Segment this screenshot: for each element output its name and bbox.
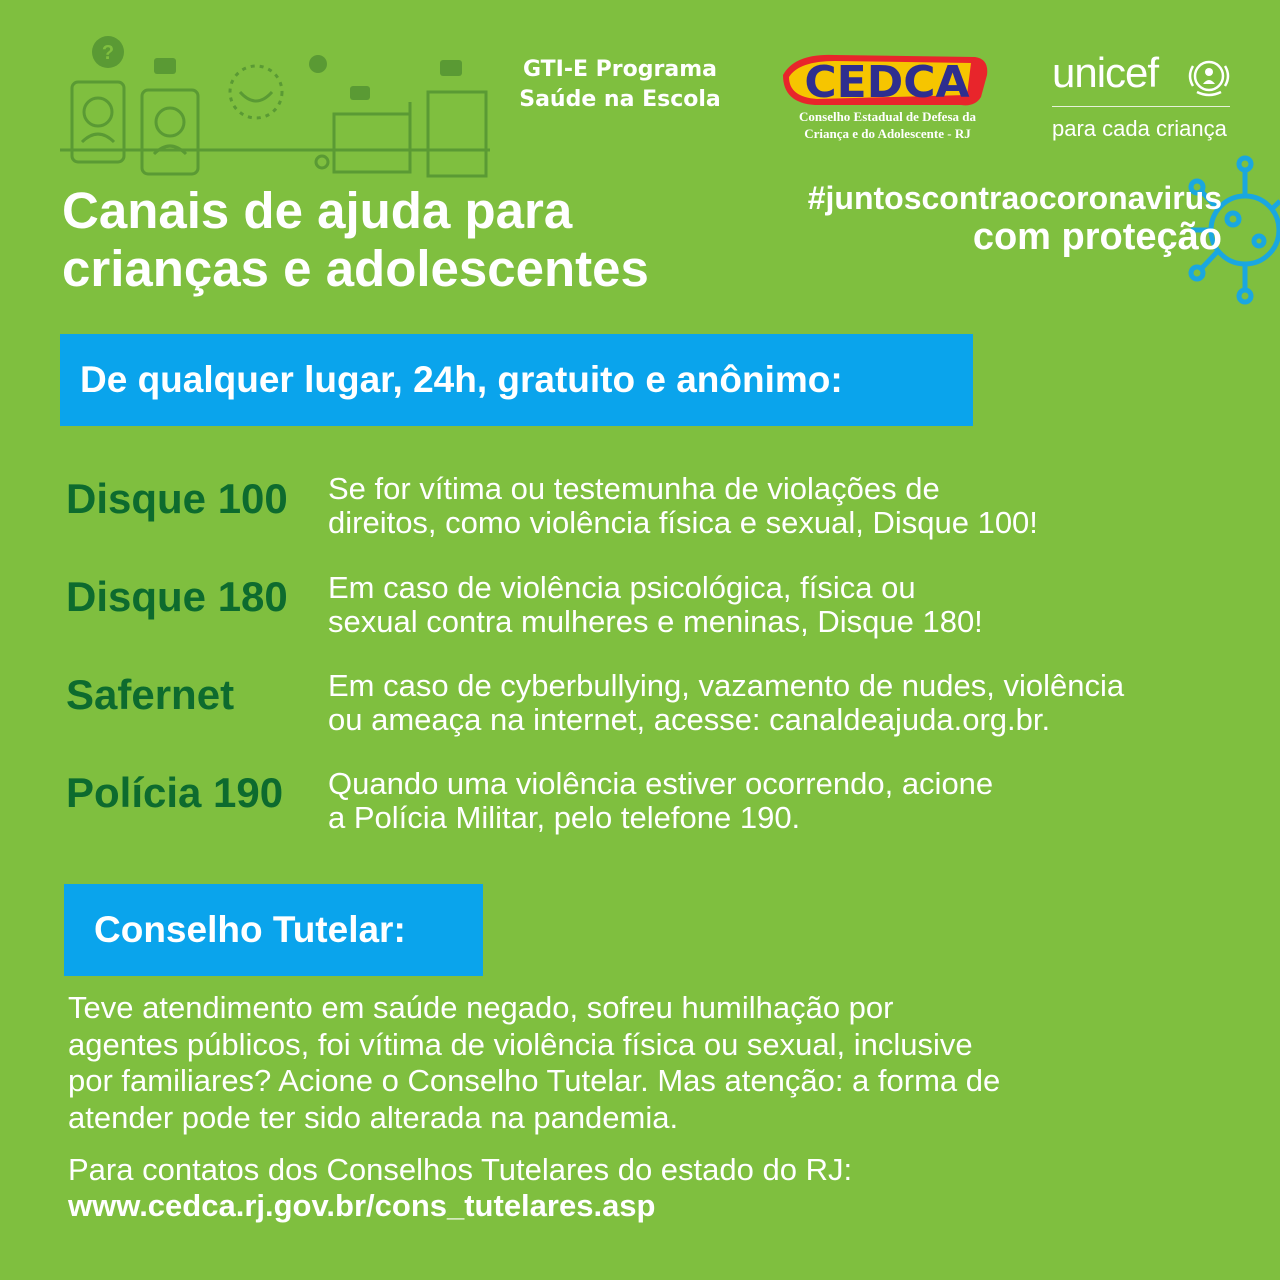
conselho-tutelar-description (68, 990, 1228, 1136)
gti-line-1: GTI-E Programa (523, 57, 717, 82)
svg-text:?: ? (101, 42, 115, 64)
gti-program-title (505, 55, 735, 115)
channel-desc-line: sexual contra mulheres e meninas, Disque 180! (328, 604, 983, 639)
cedca-sub-line-2: Criança e do Adolescente - RJ (804, 126, 971, 141)
unicef-wordmark: unicef (1052, 49, 1159, 96)
channel-desc-line: a Polícia Militar, pelo telefone 190. (328, 800, 801, 835)
conselhos-url-link[interactable]: www.cedca.rj.gov.br/cons_tutelares.asp (68, 1188, 656, 1223)
unicef-tagline: para cada criança (1052, 116, 1227, 141)
body-line: Teve atendimento em saúde negado, sofreu humilhação por (68, 990, 894, 1025)
title-line-1: Canais de ajuda para (62, 182, 573, 239)
channel-label-disque-180: Disque 180 (66, 573, 288, 620)
channel-desc-disque-100 (328, 472, 1228, 540)
unicef-divider (1052, 106, 1230, 107)
cedca-subtitle (765, 108, 1010, 142)
page-title (62, 182, 762, 298)
body-line: por familiares? Acione o Conselho Tutelar. Mas atenção: a forma de (68, 1063, 1001, 1098)
title-line-2: crianças e adolescentes (62, 240, 649, 297)
body-line: atender pode ter sido alterada na pandemia. (68, 1099, 679, 1135)
channel-desc-policia-190 (328, 767, 1228, 835)
illustration-icon (60, 30, 500, 180)
gti-line-2: Saúde na Escola (519, 87, 721, 112)
cedca-logo-text: CEDCA (804, 57, 970, 108)
channel-desc-disque-180 (328, 571, 1228, 639)
channel-label-disque-100: Disque 100 (66, 475, 288, 522)
channel-desc-line: Em caso de cyberbullying, vazamento de nudes, violência (328, 668, 1125, 703)
channel-desc-line: direitos, como violência física e sexual, Disque 100! (328, 505, 1038, 540)
cedca-sub-line-1: Conselho Estadual de Defesa da (799, 109, 976, 124)
campaign-hashtag: #juntoscontraocoronavirus (807, 180, 1222, 216)
channel-label-safernet: Safernet (66, 671, 235, 718)
channel-desc-line: Se for vítima ou testemunha de violações de (328, 471, 940, 506)
section-banner-conselho-tutelar: Conselho Tutelar: (64, 884, 483, 976)
unicef-globe-icon (1185, 52, 1233, 100)
channel-label-policia-190: Polícia 190 (66, 769, 284, 816)
channel-desc-line: Quando uma violência estiver ocorrendo, acione (328, 766, 994, 801)
channel-desc-line: Em caso de violência psicológica, física ou (328, 570, 916, 605)
channel-desc-line: ou ameaça na internet, acesse: canaldeajuda.org.br. (328, 702, 1051, 737)
campaign-subline: com proteção (972, 216, 1222, 258)
channel-desc-safernet (328, 669, 1228, 737)
contacts-text: Para contatos dos Conselhos Tutelares do estado do RJ: (68, 1152, 853, 1187)
section-banner-anonymous: De qualquer lugar, 24h, gratuito e anônimo: (60, 334, 973, 426)
body-line: agentes públicos, foi vítima de violência física ou sexual, inclusive (68, 1026, 973, 1062)
